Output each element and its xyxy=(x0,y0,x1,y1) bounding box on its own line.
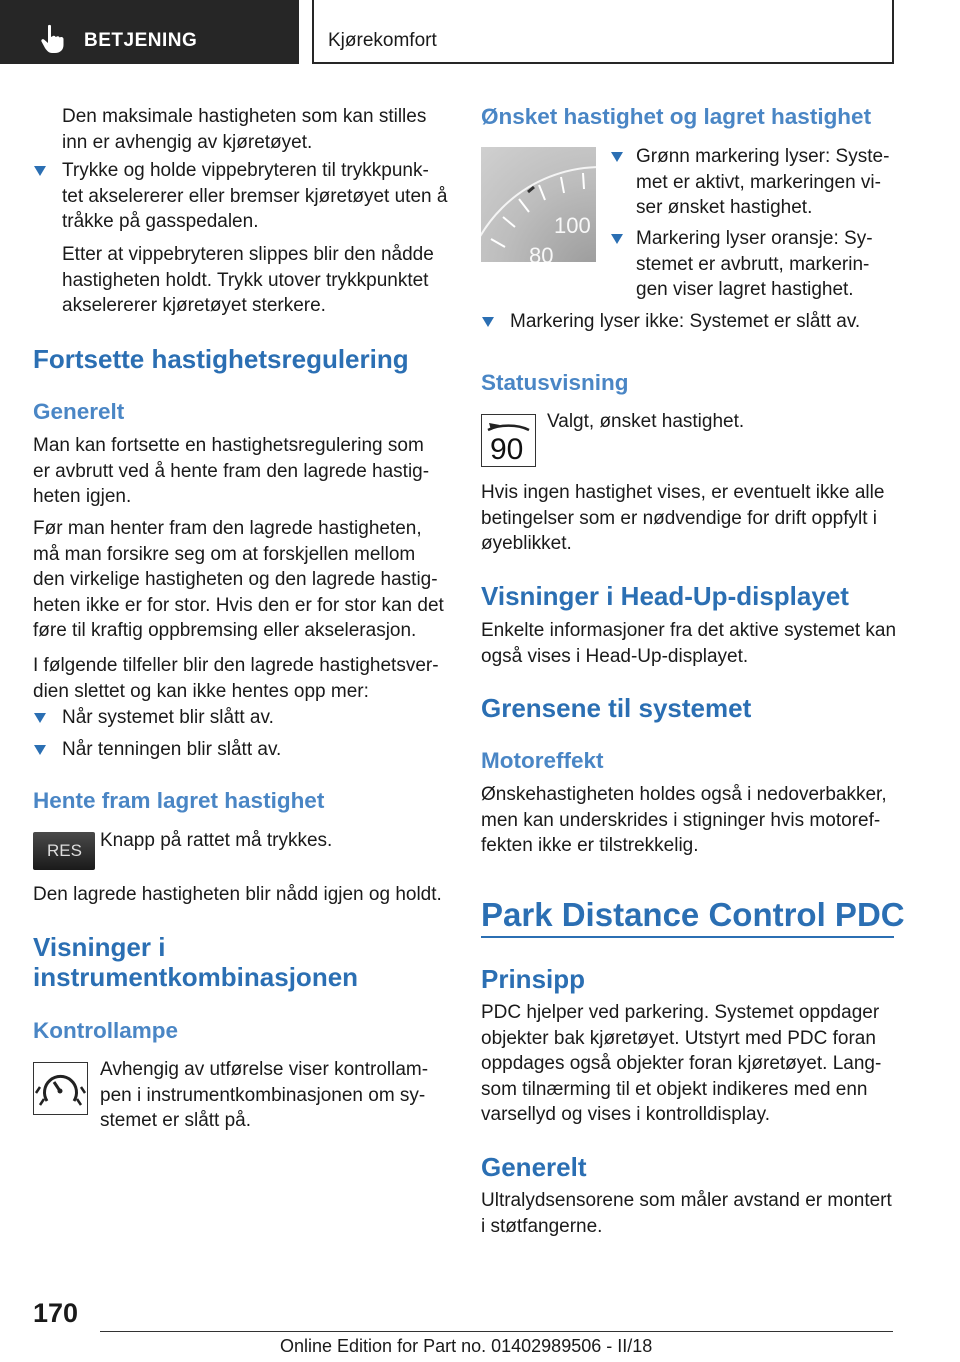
footer-divider xyxy=(100,1331,893,1332)
section-tab xyxy=(0,0,299,64)
gauge-label-80: 80 xyxy=(529,243,554,262)
paragraph: Ultralydsensorene som måler avstand er montert i støtfangerne. xyxy=(481,1190,892,1237)
heading-pdc: Park Distance Control PDC xyxy=(481,896,905,933)
paragraph: I følgende tilfeller blir den lagrede hastighetsver- dien slettet og kan ikke hentes opp mer: xyxy=(33,655,439,702)
heading-motor: Motoreffekt xyxy=(481,748,604,773)
heading-generelt-pdc: Generelt xyxy=(481,1152,587,1182)
bullet-item: Når systemet blir slått av. xyxy=(62,707,274,728)
heading-fortsette: Fortsette hastighetsregulering xyxy=(33,344,409,374)
heading-underline xyxy=(481,936,894,938)
heading-prinsipp: Prinsipp xyxy=(481,964,586,994)
paragraph: Knapp på rattet må trykkes. xyxy=(100,830,333,851)
paragraph: Enkelte informasjoner fra det aktive systemet kan også vises i Head-Up-displayet. xyxy=(481,620,897,667)
edition-note: Online Edition for Part no. 01402989506 - II/18 xyxy=(280,1336,653,1356)
paragraph: PDC hjelper ved parkering. Systemet oppdager objekter bak kjøretøyet. Utstyrt med PDC foran oppdages også objekter foran kjøretøyet. Lang- som tilnærming til et objekt indikeres med enn varsellyd og vises i kontrolldisplay. xyxy=(481,1002,882,1125)
bullet-item: Når tenningen blir slått av. xyxy=(62,739,282,760)
paragraph: Valgt, ønsket hastighet. xyxy=(547,411,745,432)
heading-onsket: Ønsket hastighet og lagret hastighet xyxy=(481,104,872,129)
bullet-triangle-icon xyxy=(611,152,623,162)
paragraph: Før man henter fram den lagrede hastigheten, må man forsikre seg om at forskjellen mellom den virkelige hastigheten og den lagrede hastig- heten ikke er for stor. Hvis den er for stor kan det føre til kraftig oppbremsing eller akselerasjon. xyxy=(33,518,444,641)
heading-kontroll: Kontrollampe xyxy=(33,1018,179,1043)
hand-pointer-icon xyxy=(40,24,66,54)
page-number: 170 xyxy=(33,1298,79,1328)
heading-grensene: Grensene til systemet xyxy=(481,693,752,723)
bullet-triangle-icon xyxy=(34,745,46,755)
paragraph: Hvis ingen hastighet vises, er eventuelt ikke alle betingelser som er nødvendige for drift oppfylt i øyeblikket. xyxy=(481,482,885,554)
bullet-item: Trykke og holde vippebryteren til trykkpunk- tet akselererer eller bremser kjøretøyet uten å tråkke på gasspedalen. xyxy=(62,160,448,232)
heading-visninger: Visninger i instrumentkombinasjonen xyxy=(33,932,359,992)
paragraph: Den lagrede hastigheten blir nådd igjen og holdt. xyxy=(33,884,442,905)
bullet-item: Markering lyser oransje: Sy- stemet er avbrutt, markerin- gen viser lagret hastighet. xyxy=(636,228,873,300)
cruise-control-indicator-image xyxy=(33,1062,88,1115)
gauge-label-100: 100 xyxy=(554,213,591,238)
heading-generelt: Generelt xyxy=(33,399,125,424)
paragraph: Etter at vippebryteren slippes blir den nådde hastigheten holdt. Trykk utover trykkpunktet akselererer kjøretøyet sterkere. xyxy=(62,244,434,316)
bullet-triangle-icon xyxy=(34,166,46,176)
heading-hente: Hente fram lagret hastighet xyxy=(33,788,325,813)
speedometer-icon xyxy=(34,1063,87,1114)
res-button-image xyxy=(33,832,95,870)
bullet-triangle-icon xyxy=(34,713,46,723)
status-display-image xyxy=(481,414,536,467)
heading-hud: Visninger i Head-Up-displayet xyxy=(481,581,849,611)
speedometer-image xyxy=(481,147,596,262)
paragraph: Den maksimale hastigheten som kan stilles inn er avhengig av kjøretøyet. xyxy=(62,106,427,153)
res-label: RES xyxy=(47,841,82,860)
status-number: 90 xyxy=(490,433,524,466)
bullet-item: Grønn markering lyser: Syste- met er aktivt, markeringen vi- ser ønsket hastighet. xyxy=(636,146,890,218)
bullet-item: Markering lyser ikke: Systemet er slått av. xyxy=(510,311,861,332)
bullet-triangle-icon xyxy=(482,317,494,327)
chapter-label: Kjørekomfort xyxy=(328,30,437,51)
heading-status: Statusvisning xyxy=(481,370,629,395)
paragraph: Ønskehastigheten holdes også i nedoverbakker, men kan underskrides i stigninger hvis motoref- fekten ikke er tilstrekkelig. xyxy=(481,784,887,856)
paragraph: Man kan fortsette en hastighetsregulering som er avbrutt ved å hente fram den lagrede hastig- heten igjen. xyxy=(33,435,430,507)
bullet-triangle-icon xyxy=(611,234,623,244)
section-label: BETJENING xyxy=(84,30,198,51)
chapter-tab xyxy=(312,0,894,64)
paragraph: Avhengig av utførelse viser kontrollam- pen i instrumentkombinasjonen om sy- stemet er slått på. xyxy=(100,1059,429,1131)
